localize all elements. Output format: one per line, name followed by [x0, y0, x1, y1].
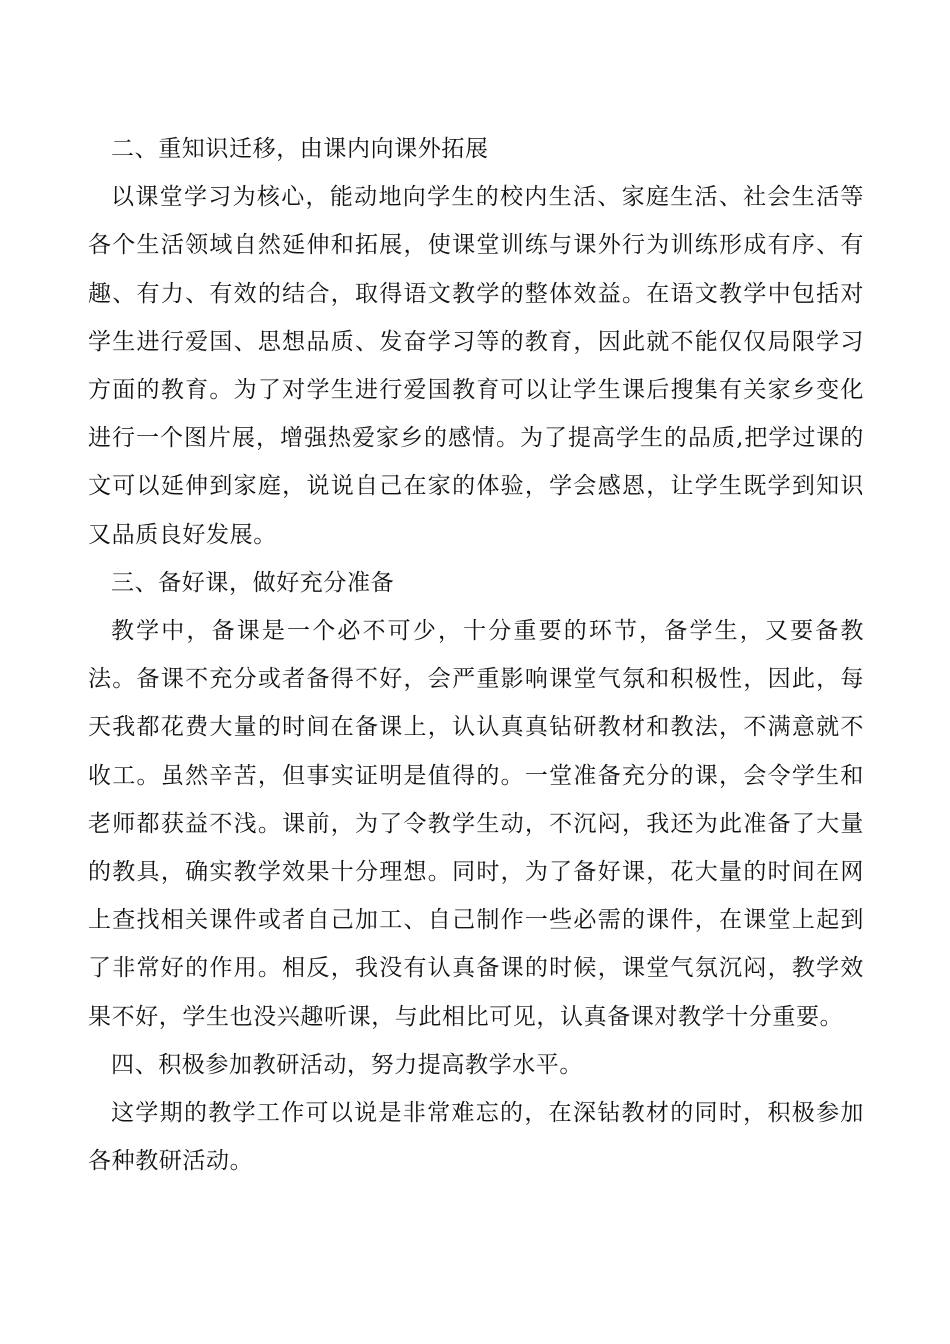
section-paragraph-2: 以课堂学习为核心，能动地向学生的校内生活、家庭生活、社会生活等各个生活领域自然延伸和拓展，使课堂训练与课外行为训练形成有序、有趣、有力、有效的结合，取得语文教学的整体效益。在语文教学中包括对学生进行爱国、思想品质、发奋学习等的教育，因此就不能仅仅局限学习方面的教育。为了对学生进行爱国教育可以让学生课后搜集有关家乡变化进行一个图片展，增强热爱家乡的感情。为了提高学生的品质,把学过课的文可以延伸到家庭，说说自己在家的体验，学会感恩，让学生既学到知识又品质良好发展。 [88, 184, 864, 548]
section-paragraph-3: 教学中，备课是一个必不可少，十分重要的环节，备学生，又要备教法。备课不充分或者备得不好，会严重影响课堂气氛和积极性，因此，每天我都花费大量的时间在备课上，认认真真钻研教材和教法，不满意就不收工。虽然辛苦，但事实证明是值得的。一堂准备充分的课，会令学生和老师都获益不浅。课前，为了令教学生动，不沉闷，我还为此准备了大量的教具，确实教学效果十分理想。同时，为了备好课，花大量的时间在网上查找相关课件或者自己加工、自己制作一些必需的课件，在课堂上起到了非常好的作用。相反，我没有认真备课的时候，课堂气氛沉闷，教学效果不好，学生也没兴趣听课，与此相比可见，认真备课对教学十分重要。 [88, 618, 864, 1030]
section-heading-3: 三、备好课，做好充分准备 [111, 569, 395, 596]
section-heading-2: 二、重知识迁移，由课内向课外拓展 [111, 136, 489, 162]
section-heading-4: 四、积极参加教研活动，努力提高教学水平。 [111, 1051, 583, 1078]
section-paragraph-4: 这学期的教学工作可以说是非常难忘的，在深钻教材的同时，积极参加各种教研活动。 [88, 1100, 864, 1175]
document-page [88, 125, 864, 1185]
